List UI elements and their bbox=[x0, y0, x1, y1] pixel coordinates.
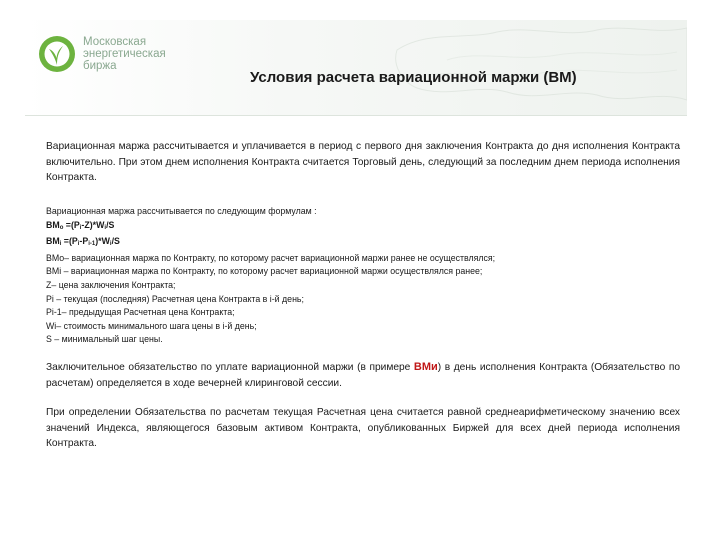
logo bbox=[37, 34, 166, 74]
formulas-block bbox=[46, 205, 680, 347]
definition-vm-o: ВМо– вариационная маржа по Контракту, по которому расчет вариационной маржи ранее не осуществлялся; bbox=[46, 252, 496, 263]
f2-part: /S bbox=[111, 236, 120, 247]
f2-part: =(Р bbox=[61, 236, 78, 247]
logo-line-3: биржа bbox=[83, 60, 117, 72]
f2-part: -Р bbox=[79, 236, 89, 247]
f1-part: =(Р bbox=[63, 219, 80, 230]
leaf-logo-icon bbox=[37, 34, 77, 74]
definition-w-i: Wi– стоимость минимального шага цены в i-й день; bbox=[46, 320, 257, 331]
definition-s: S – минимальный шаг цены. bbox=[46, 334, 163, 345]
f2-sub: i bbox=[109, 241, 112, 248]
slide-title: Условия расчета вариационной маржи (ВМ) bbox=[250, 69, 577, 86]
f2-sub: i bbox=[59, 241, 62, 248]
f1-sub: о bbox=[59, 224, 64, 231]
f2-part: )*W bbox=[95, 236, 110, 247]
f2-sub: i bbox=[77, 241, 80, 248]
logo-text bbox=[83, 36, 166, 72]
definition-vm-i: ВМi – вариационная маржа по Контракту, по которому расчет вариационной маржи осуществлялся ранее; bbox=[46, 266, 483, 277]
definition-p-i-1: Рi-1– предыдущая Расчетная цена Контракта; bbox=[46, 307, 235, 318]
f2-part: ВМ bbox=[46, 236, 60, 247]
logo-line-1: Московская bbox=[83, 36, 147, 48]
paragraph-final-obligation bbox=[46, 360, 680, 391]
header-banner bbox=[25, 20, 687, 116]
p3-text-after: ) в день исполнения Контракта (Обязательство по расчетам) определяется в ходе вечерней клиринговой сессии. bbox=[46, 362, 680, 389]
map-decoration bbox=[357, 20, 687, 115]
formula-vm-o bbox=[46, 219, 680, 236]
definition-z: Z– цена заключения Контракта; bbox=[46, 279, 176, 290]
f1-part: ВМ bbox=[46, 219, 60, 230]
f1-sub: i bbox=[104, 224, 107, 231]
p3-text-before: Заключительное обязательство по уплате вариационной маржи (в примере bbox=[46, 362, 414, 373]
vm-highlight: ВМи bbox=[413, 361, 438, 373]
formulas-intro: Вариационная маржа рассчитывается по следующим формулам : bbox=[46, 206, 317, 216]
formula-vm-i bbox=[46, 235, 680, 252]
f1-part: /S bbox=[106, 219, 115, 230]
f1-sub: i bbox=[79, 224, 82, 231]
f2-sub: i-1 bbox=[88, 241, 96, 248]
definition-p-i: Рi – текущая (последняя) Расчетная цена Контракта в i-й день; bbox=[46, 293, 304, 304]
logo-line-2: энергетическая bbox=[83, 48, 166, 60]
paragraph-intro: Вариационная маржа рассчитывается и уплачивается в период с первого дня заключения Контракта до дня исполнения Контракта включительно. При этом днем исполнения Контракта считается Торговый день, следующий за последним днем периода исполнения Контракта. bbox=[46, 141, 680, 183]
f1-part: -Z)*W bbox=[81, 219, 105, 230]
paragraph-settlement-price: При определении Обязательства по расчетам текущая Расчетная цена считается равной среднеарифметическому значению всех значений Индекса, являющегося базовым активом Контракта, опубликованных Биржей для всех дней периода исполнения Контракта. bbox=[46, 407, 680, 449]
